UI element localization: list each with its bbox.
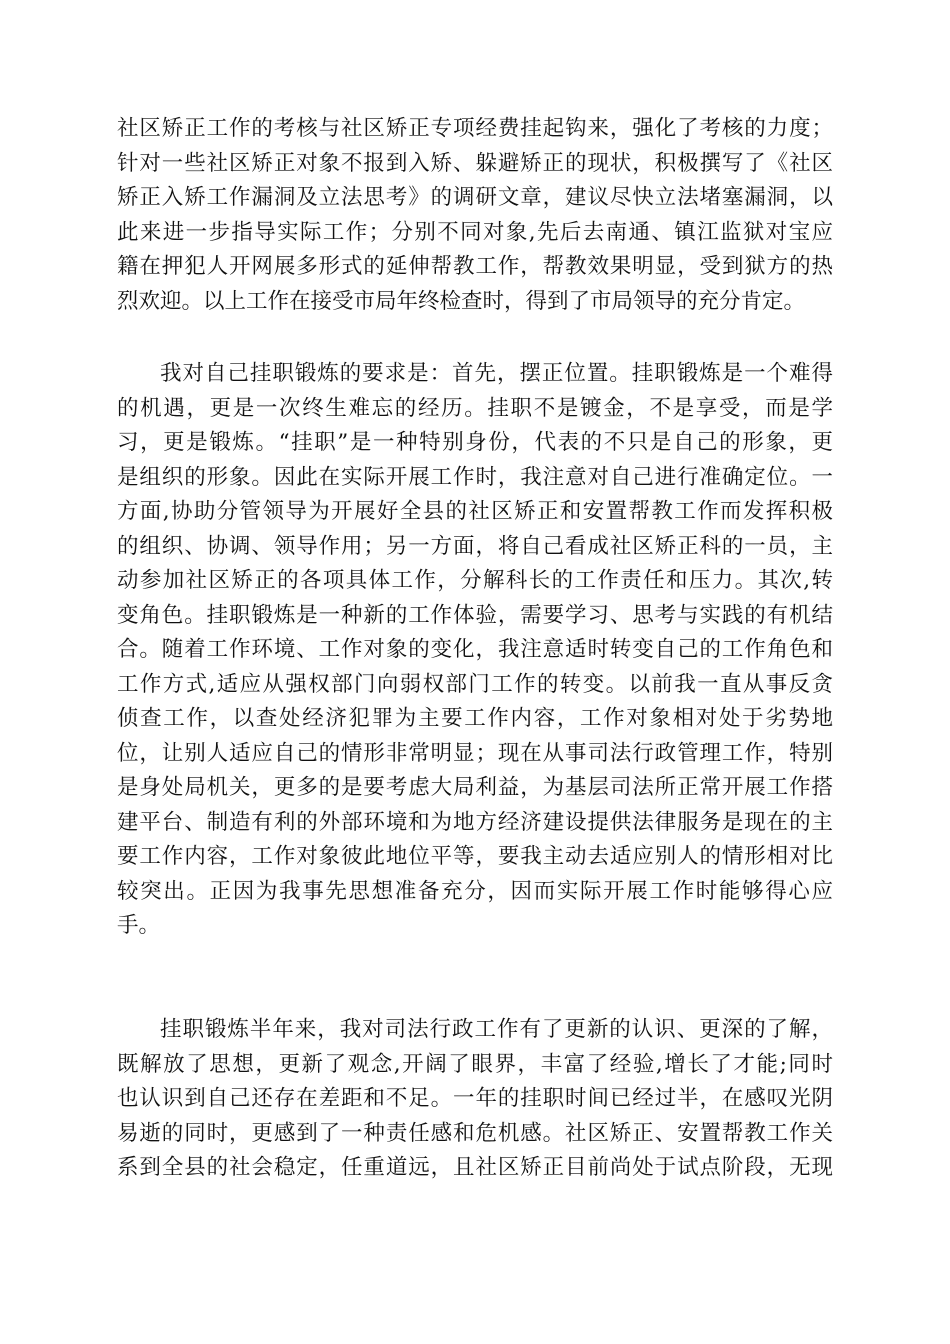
text-line: 手。: [117, 913, 161, 938]
text-line: 侦查工作，以查处经济犯罪为主要工作内容，工作对象相对处于劣势地: [117, 706, 833, 731]
paragraph-2: [117, 357, 833, 944]
text-line: 矫正入矫工作漏洞及立法思考》的调研文章，建议尽快立法堵塞漏洞，以: [117, 185, 833, 210]
paragraph-1: [117, 112, 833, 319]
text-line: 挂职锻炼半年来，我对司法行政工作有了更新的认识、更深的了解，: [160, 1017, 833, 1042]
text-line: 习，更是锻炼。“挂职”是一种特别身份，代表的不只是自己的形象，更: [117, 430, 833, 455]
text-line: 工作方式,适应从强权部门向弱权部门工作的转变。以前我一直从事反贪: [117, 671, 833, 697]
text-line: 籍在押犯人开网展多形式的延伸帮教工作，帮教效果明显，受到狱方的热: [117, 254, 833, 279]
text-line: 位，让别人适应自己的情形非常明显；现在从事司法行政管理工作，特别: [117, 740, 833, 766]
paragraph-3: [117, 1013, 833, 1186]
text-line: 方面,协助分管领导为开展好全县的社区矫正和安置帮教工作而发挥积极: [117, 499, 833, 524]
text-line: 烈欢迎。以上工作在接受市局年终检查时，得到了市局领导的充分肯定。: [117, 288, 806, 314]
text-line: 的机遇，更是一次终生难忘的经历。挂职不是镀金，不是享受，而是学: [117, 395, 833, 421]
text-line: 的组织、协调、领导作用；另一方面，将自己看成社区矫正科的一员，主: [117, 533, 833, 559]
text-line: 针对一些社区矫正对象不报到入矫、躲避矫正的现状，积极撰写了《社区: [117, 150, 833, 176]
text-line: 合。随着工作环境、工作对象的变化，我注意适时转变自己的工作角色和: [117, 637, 833, 662]
text-line: 建平台、制造有利的外部环境和为地方经济建设提供法律服务是现在的主: [117, 809, 833, 835]
text-line: 易逝的同时，更感到了一种责任感和危机感。社区矫正、安置帮教工作关: [117, 1120, 833, 1146]
text-line: 既解放了思想，更新了观念,开阔了眼界，丰富了经验,增长了才能;同时: [117, 1051, 833, 1077]
text-line: 变角色。挂职锻炼是一种新的工作体验，需要学习、思考与实践的有机结: [117, 602, 833, 628]
text-line: 此来进一步指导实际工作；分别不同对象,先后去南通、镇江监狱对宝应: [117, 219, 833, 245]
text-line: 动参加社区矫正的各项具体工作，分解科长的工作责任和压力。其次,转: [117, 568, 833, 593]
text-line: 较突出。正因为我事先思想准备充分，因而实际开展工作时能够得心应: [117, 878, 833, 904]
text-line: 我对自己挂职锻炼的要求是：首先，摆正位置。挂职锻炼是一个难得: [160, 361, 833, 386]
text-line: 系到全县的社会稳定，任重道远，且社区矫正目前尚处于试点阶段，无现: [117, 1155, 833, 1180]
text-line: 要工作内容，工作对象彼此地位平等，要我主动去适应别人的情形相对比: [117, 844, 833, 869]
text-line: 是身处局机关，更多的是要考虑大局利益，为基层司法所正常开展工作搭: [117, 775, 833, 800]
text-line: 是组织的形象。因此在实际开展工作时，我注意对自己进行准确定位。一: [117, 464, 833, 490]
text-line: 社区矫正工作的考核与社区矫正专项经费挂起钩来，强化了考核的力度；: [117, 116, 833, 141]
text-line: 也认识到自己还存在差距和不足。一年的挂职时间已经过半，在感叹光阴: [117, 1086, 833, 1111]
